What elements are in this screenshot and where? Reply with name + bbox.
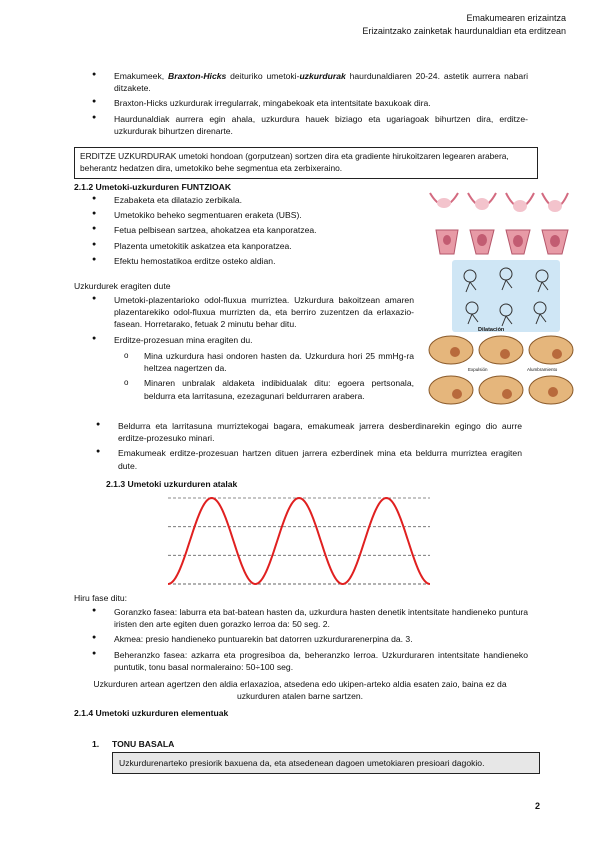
page-number: 2 xyxy=(534,801,540,811)
functions-list xyxy=(88,194,418,270)
function-item: ● Efektu hemostatikoa erditze osteko aldian. xyxy=(88,255,418,267)
definition-text: umetoki hondoan (gorputzean) sortzen dira eta gradiente hirukoitzaren legearen arabera, beherantz hedatzen dira, umetokiko behe segmentua eta zerbixeraino. xyxy=(80,151,509,173)
section-212-title: 2.1.2 Umetoki-uzkurduren FUNTZIOAK xyxy=(74,182,232,192)
effects-list-cont xyxy=(92,420,522,475)
expulsion-caption: Expulsión xyxy=(468,367,488,372)
cervix-dilation-illustration xyxy=(432,228,572,258)
section-213-title: 2.1.3 Umetoki uzkurduren atalak xyxy=(106,479,238,489)
function-item: ● Umetokiko beheko segmentuaren eraketa (UBS). xyxy=(88,209,418,221)
function-item: ● Fetua pelbisean sartzea, ahokatzea eta kanporatzea. xyxy=(88,224,418,236)
definition-term: ERDITZE UZKURDURAK xyxy=(80,151,177,161)
effect-sub-item: o Mina uzkurdura hasi ondoren hasten da. Uzkurdura hori 25 mmHg-ra heltzea nagertzen da. xyxy=(118,350,414,374)
placenta-caption: Alumbramiento xyxy=(527,367,558,372)
intro-bullet: ● Braxton-Hicks uzkurdurak irregularrak, mingabekoak eta intentsitate baxukoak dira. xyxy=(88,97,528,109)
function-item: ● Ezabaketa eta dilatazio zerbikala. xyxy=(88,194,418,206)
list-number: 1. xyxy=(92,739,100,749)
phase-item: ● Akmea: presio handieneko puntuarekin bat datorren uzkurdurarenerpina da. 3. xyxy=(88,633,528,645)
phase-item: ● Beheranzko fasea: azkarra eta progresiboa da, beheranzko lerroa. Uzkurduraren intentsitate handieneko puntutik, tonu basal normaleraino: 50÷100 seg. xyxy=(88,649,528,673)
intro-bullet: ● Haurdunaldiak aurrera egin ahala, uzkurdura hauek biziago eta ugariagoak bihurtzen dira, erditze-uzkurdurak bihurtzen direnarte. xyxy=(88,113,528,137)
running-header xyxy=(362,12,566,38)
phases-note: Uzkurduren artean agertzen den aldia erlaxazioa, atsedena edo ukipen-arteko aldia esaten zaio, baina ez da uzkurduren atalen barne sartzen. xyxy=(93,679,507,702)
effect-item: ● Erditze-prozesuan mina eragiten du. xyxy=(88,334,414,346)
tonu-basala-definition: Uzkurdurenarteko presiorik baxuena da, eta atsedenean dagoen umetokiaren presioari dagokio. xyxy=(112,752,540,774)
section-214-title: 2.1.4 Umetoki uzkurduren elementuak xyxy=(74,708,229,718)
effects-list xyxy=(88,294,414,349)
contraction-chart xyxy=(168,490,430,594)
definition-box xyxy=(74,147,538,179)
header-line-2: Erizaintzako zainketak haurdunaldian eta erditzean xyxy=(362,26,566,37)
phases-intro: Hiru fase ditu: xyxy=(74,593,128,603)
dilation-caption: Dilatación xyxy=(478,327,505,333)
effects-title: Uzkurdurek eragiten dute xyxy=(74,281,171,291)
effects-sub-list xyxy=(118,350,414,405)
phase-item: ● Goranzko fasea: laburra eta bat-batean hasten da, uzkurdura hasten denetik intentsitate handieneko puntura iristen den arte egiten duen gorazko lerroa da: 50 seg. 2. xyxy=(88,606,528,630)
phases-list xyxy=(88,606,528,676)
intro-bullets xyxy=(88,70,528,140)
effect-item: ● Umetoki-plazentarioko odol-fluxua murriztea. Uzkurdura bakoitzean amaren plazentarekiko odol-fluxua murrizten da, eta berriro zuzentzen da erlaxazio-fasean. Horretarako, fetuak 2 minutu behar ditu. xyxy=(88,294,414,331)
fetal-descent-illustration xyxy=(452,260,560,332)
uterus-shape-illustration xyxy=(424,187,570,227)
effect-sub-item: o Minaren unbralak aldaketa indibidualak ditu: egoera pertsonala, beldurra eta larritasuna, ezezagunari beldurraren arabera. xyxy=(118,377,414,401)
series-line-0 xyxy=(168,498,430,584)
intro-bullet: ● Emakumeek, Braxton-Hicks deituriko umetoki-uzkurdurak haurdunaldiaren 20-24. astetik aurrera nabari ditzakete. xyxy=(88,70,528,94)
function-item: ● Plazenta umetokitik askatzea eta kanporatzea. xyxy=(88,240,418,252)
tonu-basala-heading: TONU BASALA xyxy=(112,739,175,749)
effect-item: ● Emakumeak erditze-prozesuan hartzen dituen jarrera ezberdinek mina eta beldurra murriztea eragiten dute. xyxy=(92,447,522,471)
effect-item: ● Beldurra eta larritasuna murriztekogai bagara, emakumeak jarrera desberdinarekin egingo dio aurre erditze-prozesuko minari. xyxy=(92,420,522,444)
header-line-1: Emakumearen erizaintza xyxy=(466,13,566,23)
